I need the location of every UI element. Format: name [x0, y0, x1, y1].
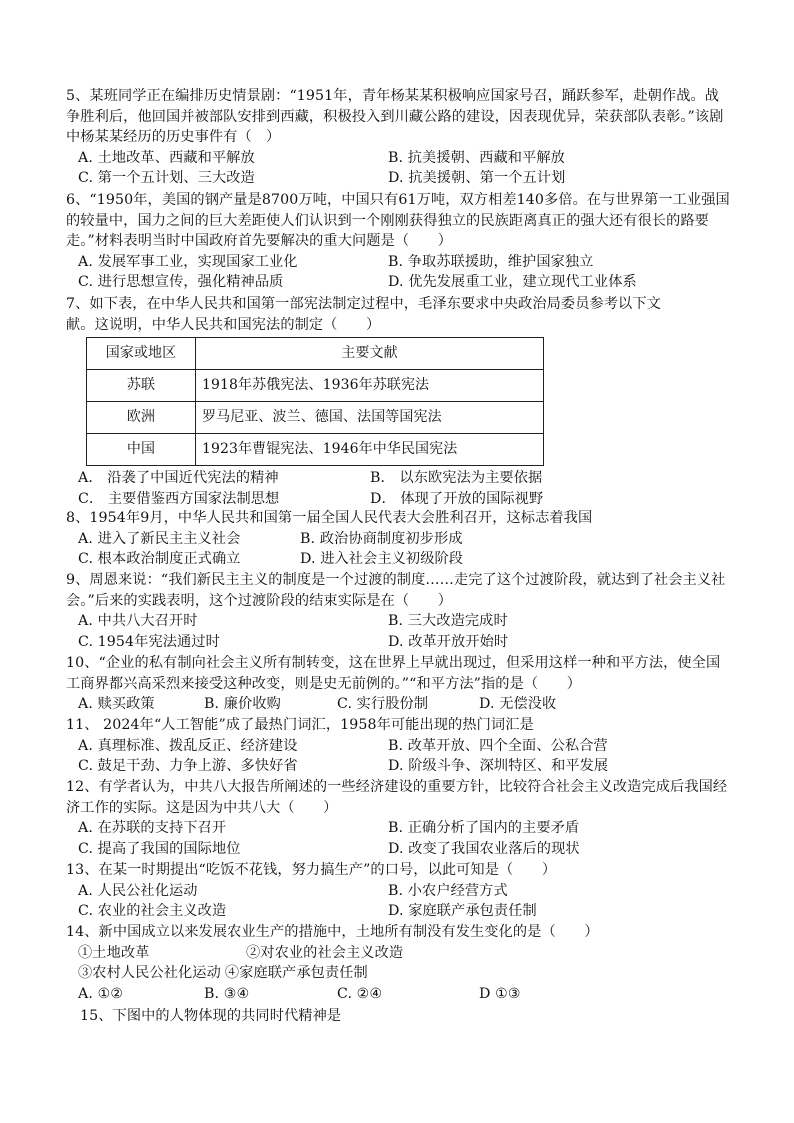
list-item: ①土地改革: [78, 944, 150, 961]
option-c[interactable]: C. ②④: [337, 985, 383, 1002]
question-6-options: [78, 252, 730, 293]
question-10-stem: 10、“企业的私有制向社会主义所有制转变，这在世界上早就出现过，但采用这样一种和平方法，使全国工商界都兴高采烈来接受这种改变，则是史无前例的。”“和平方法”指的是（ ）: [66, 655, 721, 692]
option-c[interactable]: C. 鼓足干劲、力争上游、多快好省: [78, 758, 298, 775]
table-cell-region: 中国: [87, 434, 196, 466]
question-8-stem: 8、1954年9月，中华人民共和国第一届全国人民代表大会胜利召开，这标志着我国: [66, 510, 593, 526]
option-d[interactable]: D. 优先发展重工业，建立现代工业体系: [388, 274, 637, 291]
option-a[interactable]: A． 沿袭了中国近代宪法的精神: [78, 470, 279, 487]
question-14: [66, 922, 730, 1004]
option-a[interactable]: A. 人民公社化运动: [78, 882, 198, 899]
table-cell-documents: 1918年苏俄宪法、1936年苏联宪法: [196, 370, 544, 402]
question-5-options: [78, 148, 730, 189]
option-b[interactable]: B. 改革开放、四个全面、公私合营: [388, 737, 608, 754]
option-b[interactable]: B. 廉价收购: [204, 696, 281, 713]
question-13: [66, 860, 730, 922]
option-b[interactable]: B. 小农户经营方式: [388, 882, 508, 899]
option-d[interactable]: D. 改变了我国农业落后的现状: [388, 840, 580, 857]
option-a[interactable]: A. 赎买政策: [78, 696, 155, 713]
option-b[interactable]: B. 政治协商制度初步形成: [300, 530, 463, 547]
question-11-stem: 11、 2024年“人工智能”成了最热门词汇，1958年可能出现的热门词汇是: [66, 717, 534, 733]
question-8: [66, 508, 730, 570]
question-13-options: [78, 881, 730, 922]
list-item: ③农村人民公社化运动: [78, 965, 221, 982]
option-c[interactable]: C. 农业的社会主义改造: [78, 903, 227, 920]
question-7-stem-line2: 献。这说明，中华人民共和国宪法的制定（ ）: [66, 316, 381, 333]
question-13-stem: 13、在某一时期提出“吃饭不花钱，努力搞生产”的口号，以此可知是（ ）: [66, 862, 557, 878]
option-b[interactable]: B. ③④: [204, 985, 250, 1002]
option-a[interactable]: A. 土地改革、西藏和平解放: [78, 149, 255, 166]
option-d[interactable]: D. 家庭联产承包责任制: [388, 903, 537, 920]
question-11: [66, 715, 730, 777]
table-cell-region: 苏联: [87, 370, 196, 402]
question-5: [66, 86, 730, 189]
question-12: [66, 777, 730, 859]
question-10: [66, 653, 730, 715]
option-c[interactable]: C. 进行思想宣传，强化精神品质: [78, 274, 284, 291]
table-row: [87, 434, 544, 466]
question-11-options: [78, 736, 730, 777]
question-7-stem-line1: 7、如下表，在中华人民共和国第一部宪法制定过程中，毛泽东要求中央政治局委员参考以下文: [66, 296, 661, 312]
question-12-options: [78, 818, 730, 859]
option-d[interactable]: D. 进入社会主义初级阶段: [300, 551, 464, 568]
question-6-stem: 6、“1950年，美国的钢产量是8700万吨，中国只有61万吨，双方相差140多倍。在与世界第一工业强国的较量中，国力之间的巨大差距使人们认识到一个刚刚获得独立的民族距离真正的强大还有很长的路要走。”材料表明当时中国政府首先要解决的重大问题是（ ）: [66, 192, 730, 250]
option-a[interactable]: A. 中共八大召开时: [78, 613, 198, 630]
option-b[interactable]: B. 抗美援朝、西藏和平解放: [388, 149, 565, 166]
table-cell-documents: 1923年曹锟宪法、1946年中华民国宪法: [196, 434, 544, 466]
option-b[interactable]: B． 以东欧宪法为主要依据: [370, 470, 543, 487]
option-a[interactable]: A. 在苏联的支持下召开: [78, 820, 227, 837]
question-14-stem: 14、新中国成立以来发展农业生产的措施中，土地所有制没有发生变化的是（ ）: [66, 924, 599, 940]
option-d[interactable]: D. 抗美援朝、第一个五计划: [388, 170, 566, 187]
option-d[interactable]: D. 改革开放开始时: [388, 633, 509, 650]
question-8-options: [78, 529, 730, 570]
option-b[interactable]: B. 争取苏联援助，维护国家独立: [388, 253, 594, 270]
option-a[interactable]: A. 发展军事工业，实现国家工业化: [78, 253, 298, 270]
question-14-items: [78, 943, 730, 984]
table-cell-documents: 罗马尼亚、波兰、德国、法国等国宪法: [196, 402, 544, 434]
question-15-stem: 15、下图中的人物体现的共同时代精神是: [80, 1008, 342, 1024]
option-c[interactable]: C. 实行股份制: [337, 696, 429, 713]
constitution-reference-table: [86, 337, 544, 466]
question-5-stem: 5、某班同学正在编排历史情景剧：“1951年，青年杨某某积极响应国家号召，踊跃参军，赴朝作战。战争胜利后，他回国并被部队安排到西藏，积极投入到川藏公路的建设，因表现优异，荣获部队表彰。”该剧中杨某某经历的历史事件有（ ）: [66, 88, 724, 146]
option-a[interactable]: A. 真理标准、拨乱反正、经济建设: [78, 737, 298, 754]
option-b[interactable]: B. 三大改造完成时: [388, 613, 508, 630]
option-b[interactable]: B. 正确分析了国内的主要矛盾: [388, 820, 580, 837]
question-10-options: [78, 694, 730, 715]
option-c[interactable]: C. 提高了我国的国际地位: [78, 840, 241, 857]
question-9: [66, 570, 730, 652]
table-header-row: [87, 338, 544, 370]
option-d[interactable]: D ①③: [479, 985, 521, 1002]
table-row: [87, 402, 544, 434]
option-d[interactable]: D. 无偿没收: [479, 696, 557, 713]
option-a[interactable]: A. 进入了新民主主义社会: [78, 530, 241, 547]
question-9-stem: 9、周恩来说：“我们新民主主义的制度是一个过渡的制度……走完了这个过渡阶段，就达到了社会主义社会。”后来的实践表明，这个过渡阶段的结束实际是在（ ）: [66, 572, 726, 609]
question-7-options: [78, 468, 730, 509]
table-header: 主要文献: [196, 338, 544, 370]
option-c[interactable]: C. 第一个五计划、三大改造: [78, 170, 255, 187]
option-c[interactable]: C． 主要借鉴西方国家法制思想: [78, 490, 280, 507]
table-header: 国家或地区: [87, 338, 196, 370]
question-6: [66, 190, 730, 293]
option-c[interactable]: C. 根本政治制度正式确立: [78, 551, 241, 568]
question-7: [66, 294, 730, 509]
option-a[interactable]: A. ①②: [78, 985, 124, 1002]
question-12-stem: 12、有学者认为，中共八大报告所阐述的一些经济建设的重要方针，比较符合社会主义改造完成后我国经济工作的实际。这是因为中共八大（ ）: [66, 779, 728, 816]
question-15: [80, 1006, 744, 1027]
option-d[interactable]: D． 体现了开放的国际视野: [370, 490, 544, 507]
list-item: ②对农业的社会主义改造: [246, 944, 404, 961]
option-c[interactable]: C. 1954年宪法通过时: [78, 633, 220, 650]
list-item: ④家庭联产承包责任制: [224, 965, 368, 982]
option-d[interactable]: D. 阶级斗争、深圳特区、和平发展: [388, 758, 609, 775]
question-9-options: [78, 611, 730, 652]
table-row: [87, 370, 544, 402]
question-14-options: [78, 984, 730, 1005]
table-cell-region: 欧洲: [87, 402, 196, 434]
